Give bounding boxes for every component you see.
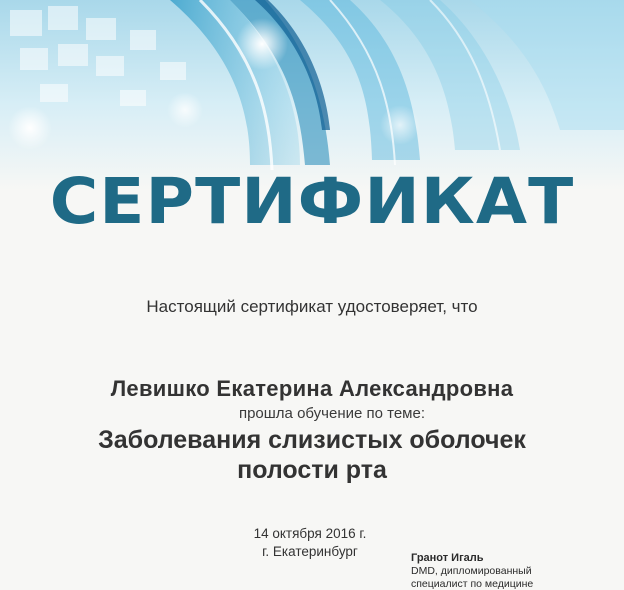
signer-title-line-2: специалист по медицине: [411, 577, 534, 590]
certificate-title: СЕРТИФИКАТ: [49, 165, 575, 238]
issue-city: г. Екатеринбург: [262, 544, 358, 559]
training-note: прошла обучение по теме:: [238, 405, 426, 422]
banner-graphic: [0, 0, 624, 190]
recipient-name: Левишко Екатерина Александровна: [110, 376, 514, 401]
signer-name: Гранот Игаль: [411, 552, 484, 564]
signer-title-line-1: DMD, дипломированный: [411, 565, 532, 578]
header-banner: [0, 0, 624, 190]
intro-text: Настоящий сертификат удостоверяет, что: [146, 297, 478, 316]
topic-line-1: Заболевания слизистых оболочек: [98, 426, 526, 454]
topic-line-2: полости рта: [237, 456, 387, 484]
signer-block: [411, 552, 621, 590]
training-topic: [0, 425, 624, 485]
issue-date: 14 октября 2016 г.: [253, 526, 367, 541]
